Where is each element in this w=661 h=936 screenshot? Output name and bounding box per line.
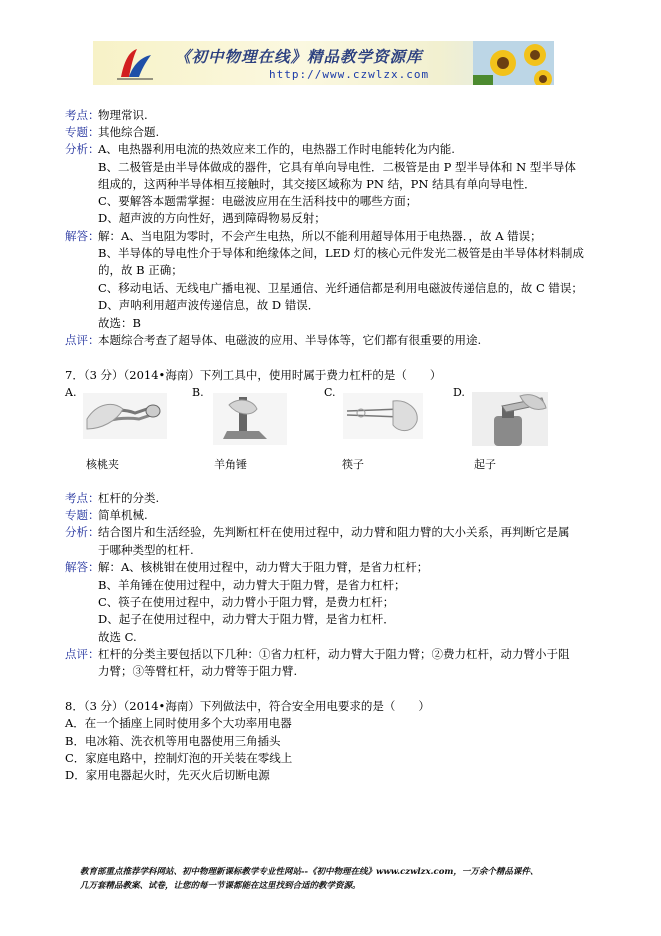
q7-jieda-line: 故选 C. <box>98 630 137 644</box>
q7-kaodian-label: 考点： <box>65 491 100 505</box>
q6-dianping-label: 点评： <box>65 333 100 347</box>
q6-zhuanti-label: 专题： <box>65 125 100 139</box>
q7-fenxi-line: 结合图片和生活经验，先判断杠杆在使用过程中，动力臂和阻力臂的大小关系，再判断它是属 <box>98 525 570 539</box>
q6-fenxi-line: D、超声波的方向性好，遇到障碍物易反射； <box>98 211 326 225</box>
q8-stem: 8．（3 分）（2014•海南）下列做法中，符合安全用电要求的是（ ） <box>65 699 430 713</box>
q6-jieda-label: 解答： <box>65 229 100 243</box>
q6-jieda-line: 的，故 B 正确； <box>98 263 183 277</box>
q6-zhuanti: 其他综合题. <box>98 125 160 139</box>
q7-jieda-line: B、羊角锤在使用过程中，动力臂大于阻力臂，是省力杠杆； <box>98 578 406 592</box>
q7-fenxi-line: 于哪种类型的杠杆. <box>98 543 194 557</box>
q7-jieda-line: C、筷子在使用过程中，动力臂小于阻力臂，是费力杠杆； <box>98 595 395 609</box>
q7-jieda-line: 解：A、核桃钳在使用过程中，动力臂大于阻力臂，是省力杠杆； <box>98 560 429 574</box>
q6-jieda-line: D、声呐利用超声波传递信息，故 D 错误． <box>98 298 320 312</box>
banner-url[interactable]: http://www.czwlzx.com <box>269 68 430 81</box>
q7-option-d[interactable]: D. <box>453 386 465 399</box>
q8-option-a[interactable]: A．在一个插座上同时使用多个大功率用电器 <box>65 716 292 730</box>
q7-stem: 7．（3 分）（2014•海南）下列工具中，使用时属于费力杠杆的是（ ） <box>65 368 442 382</box>
q6-jieda-line: B、半导体的导电性介于导体和绝缘体之间，LED 灯的核心元件发光二极管是由半导体材料制成 <box>98 246 584 260</box>
q8-option-c[interactable]: C．家庭电路中，控制灯泡的开关装在零线上 <box>65 751 293 765</box>
nutcracker-image <box>83 393 167 439</box>
footer-line: 几万套精品教案、试卷，让您的每一节课都能在这里找到合适的教学资源。 <box>80 881 361 891</box>
q6-fenxi-line: 组成的，这两种半导体相互接触时，其交接区域称为 PN 结，PN 结具有单向导电性． <box>98 177 536 191</box>
q7-dianping-line: 杠杆的分类主要包括以下几种：①省力杠杆，动力臂大于阻力臂；②费力杠杆，动力臂小于阻 <box>98 647 570 661</box>
tool-label-a: 核桃夹 <box>86 458 119 471</box>
q6-jieda-line: 故选：B <box>98 316 141 330</box>
q7-option-c[interactable]: C. <box>324 386 336 399</box>
q7-jieda-line: D、起子在使用过程中，动力臂大于阻力臂，是省力杠杆． <box>98 612 395 626</box>
q6-fenxi-line: C、要解答本题需掌握：电磁波应用在生活科技中的哪些方面； <box>98 194 418 208</box>
site-logo-icon <box>115 47 155 81</box>
q7-fenxi-label: 分析： <box>65 525 100 539</box>
q7-kaodian: 杠杆的分类. <box>98 491 160 505</box>
bottle-opener-image <box>472 392 548 446</box>
tool-label-d: 起子 <box>474 458 496 471</box>
q7-zhuanti-label: 专题： <box>65 508 100 522</box>
q7-option-a[interactable]: A. <box>65 386 77 399</box>
sunflower-icon <box>473 41 554 85</box>
q7-dianping-label: 点评： <box>65 647 100 661</box>
q6-kaodian: 物理常识. <box>98 108 148 122</box>
q7-dianping-line: 力臂；③等臂杠杆，动力臂等于阻力臂. <box>98 664 298 678</box>
claw-hammer-image <box>213 393 287 445</box>
q6-kaodian-label: 考点： <box>65 108 100 122</box>
q6-dianping: 本题综合考查了超导体、电磁波的应用、半导体等，它们都有很重要的用途. <box>98 333 482 347</box>
q7-option-b[interactable]: B. <box>192 386 204 399</box>
q6-fenxi-line: A、电热器利用电流的热效应来工作的，电热器工作时电能转化为内能. <box>98 142 455 156</box>
q7-zhuanti: 简单机械. <box>98 508 148 522</box>
header-banner <box>93 41 554 85</box>
q8-option-d[interactable]: D．家用电器起火时，先灭火后切断电源 <box>65 768 270 782</box>
q6-jieda-line: 解：A、当电阻为零时，不会产生电热，所以不能利用超导体用于电热器．，故 A 错误； <box>98 229 542 243</box>
banner-title: 《初中物理在线》精品教学资源库 <box>175 47 423 66</box>
footer-line: 教育部重点推荐学科网站、初中物理新课标教学专业性网站--《初中物理在线》www.czwlzx.com，一万余个精品课件、 <box>80 867 539 877</box>
q6-jieda-line: C、移动电话、无线电广播电视、卫星通信、光纤通信都是利用电磁波传递信息的，故 C 错误； <box>98 281 583 295</box>
tool-label-b: 羊角锤 <box>214 458 247 471</box>
chopsticks-image <box>343 393 423 439</box>
q6-fenxi-label: 分析： <box>65 142 100 156</box>
tool-label-c: 筷子 <box>342 458 364 471</box>
q8-option-b[interactable]: B．电冰箱、洗衣机等用电器使用三角插头 <box>65 734 281 748</box>
q7-jieda-label: 解答： <box>65 560 100 574</box>
q6-fenxi-line: B、二极管是由半导体做成的器件，它具有单向导电性．二极管是由 P 型半导体和 N 型半导体 <box>98 160 576 174</box>
